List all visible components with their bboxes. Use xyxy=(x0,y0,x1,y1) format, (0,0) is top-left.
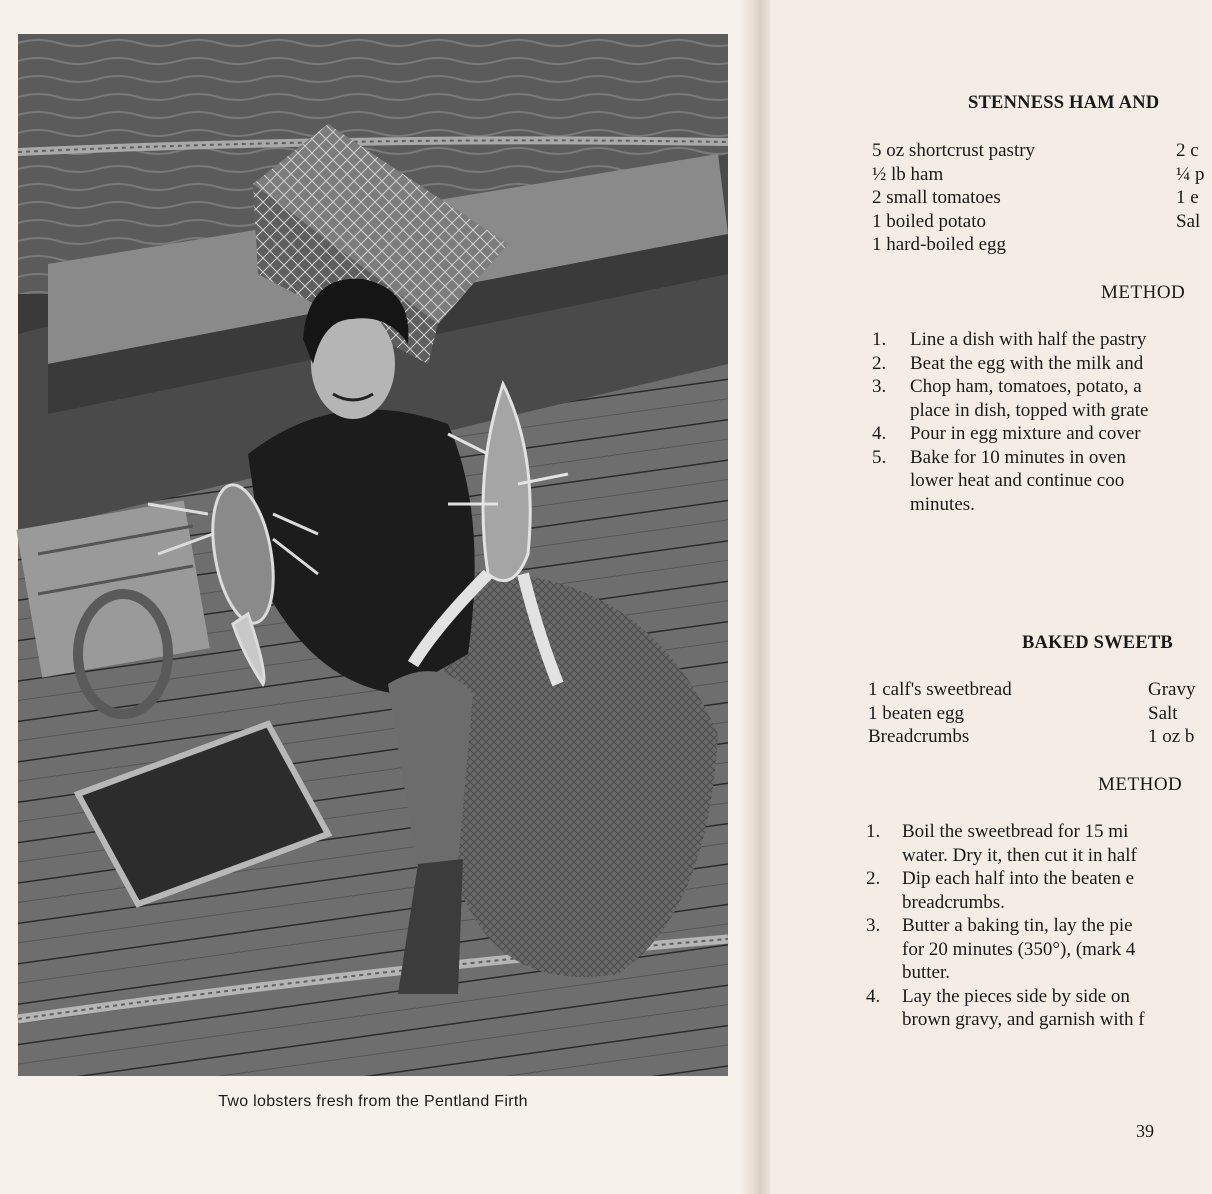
step-continuation: water. Dry it, then cut it in half xyxy=(902,844,1137,866)
step: 4. Lay the pieces side by side on xyxy=(866,985,1130,1007)
step-continuation: place in dish, topped with grate xyxy=(910,399,1149,421)
ingredient: Salt xyxy=(1148,702,1178,724)
step: 2. Dip each half into the beaten e xyxy=(866,868,1135,889)
ingredient: 2 small tomatoes xyxy=(872,187,1001,208)
step: 5. Bake for 10 minutes in oven xyxy=(872,446,1126,468)
recipe1-ingredients-right xyxy=(1176,139,1205,233)
recipe1-ingredients-left xyxy=(872,139,1035,257)
step-continuation: butter. xyxy=(902,962,951,983)
right-page xyxy=(770,0,1205,1194)
page-number: 39 xyxy=(1136,1121,1154,1141)
step: 1. Boil the sweetbread for 15 mi xyxy=(866,821,1129,842)
ingredient: ¼ p xyxy=(1176,163,1205,185)
ingredient: 1 boiled potato xyxy=(872,210,986,232)
recipe2-ingredients-right xyxy=(1148,678,1195,749)
ingredient: Sal xyxy=(1176,210,1201,232)
ingredient: 2 c xyxy=(1176,140,1199,161)
ingredient: Breadcrumbs xyxy=(868,726,970,747)
step-continuation: brown gravy, and garnish with f xyxy=(902,1009,1145,1030)
recipe1-method-label: METHOD xyxy=(1101,282,1186,303)
photo-illustration xyxy=(18,34,728,1076)
recipe2-method-label: METHOD xyxy=(1098,774,1183,795)
step-continuation: for 20 minutes (350°), (mark 4 xyxy=(902,938,1136,960)
photo-caption: Two lobsters fresh from the Pentland Firth xyxy=(218,1093,528,1110)
ingredient: Gravy xyxy=(1148,679,1196,700)
recipe2-ingredients-left xyxy=(868,678,1012,749)
ingredient: ½ lb ham xyxy=(872,163,944,185)
step-continuation: breadcrumbs. xyxy=(902,891,1005,913)
step-continuation: minutes. xyxy=(910,493,975,515)
ingredient: 1 beaten egg xyxy=(868,702,965,724)
recipe1-steps xyxy=(872,328,1212,516)
step: 1. Line a dish with half the pastry xyxy=(872,329,1147,350)
ingredient: 1 oz b xyxy=(1148,726,1195,747)
step: 4. Pour in egg mixture and cover xyxy=(872,423,1141,444)
ingredient: 1 e xyxy=(1176,187,1199,208)
step: 3. Butter a baking tin, lay the pie xyxy=(866,915,1133,936)
step: 2. Beat the egg with the milk and xyxy=(872,352,1144,374)
step-continuation: lower heat and continue coo xyxy=(910,470,1125,491)
ingredient: 1 hard-boiled egg xyxy=(872,234,1007,255)
recipe2-steps xyxy=(866,820,1206,1032)
step: 3. Chop ham, tomatoes, potato, a xyxy=(872,376,1142,397)
ingredient: 1 calf's sweetbread xyxy=(868,679,1012,700)
lobster-photo xyxy=(18,34,728,1076)
ingredient: 5 oz shortcrust pastry xyxy=(872,140,1036,161)
recipe2-title: BAKED SWEETB xyxy=(1022,633,1173,653)
recipe1-title: STENNESS HAM AND xyxy=(968,93,1160,113)
